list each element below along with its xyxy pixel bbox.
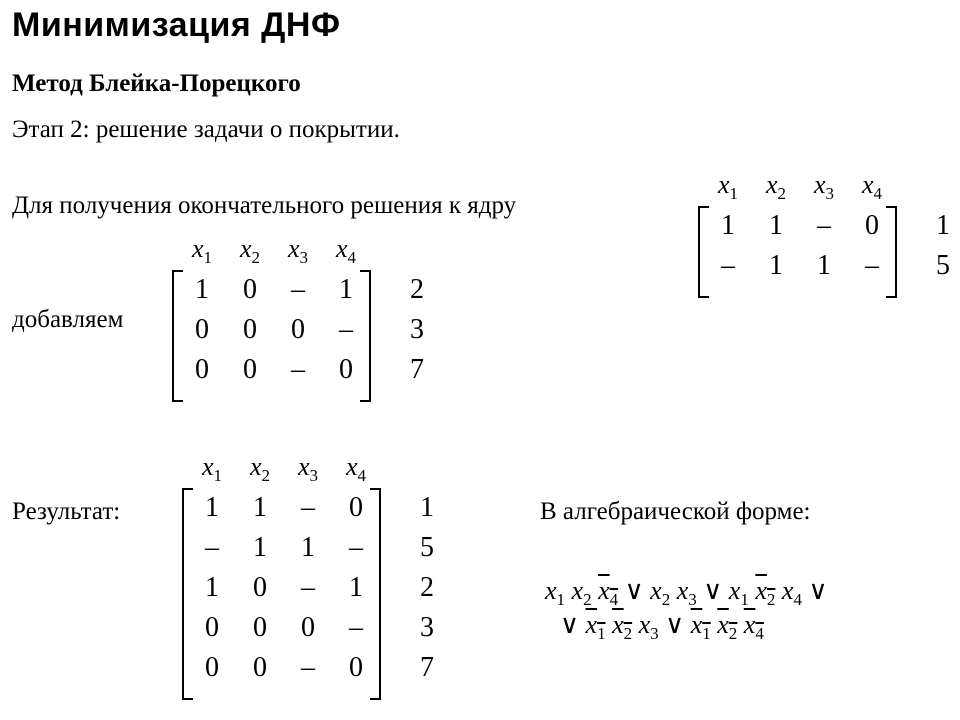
matrix-cell: 0 xyxy=(339,354,353,385)
row-weight: 7 xyxy=(420,652,434,683)
literal-x1: $x_1$ xyxy=(690,610,711,643)
literal-x2: $x_2$ xyxy=(612,610,633,643)
conjunction-term xyxy=(690,610,771,643)
matrix-cell: 1 xyxy=(205,572,219,603)
matrix-cell: 1 xyxy=(253,532,267,563)
or-symbol: ∨ xyxy=(808,576,834,605)
literal-x4: $x_4$ xyxy=(781,576,802,609)
stage-text: Этап 2: решение задачи о покрытии. xyxy=(12,116,400,143)
matrix-row xyxy=(188,532,434,564)
matrix-cell: 1 xyxy=(205,492,219,523)
or-symbol: ∨ xyxy=(665,610,691,639)
matrix-row xyxy=(704,250,950,282)
row-weight: 2 xyxy=(410,274,424,305)
matrix-cell: 0 xyxy=(291,314,305,345)
matrix-cell: 0 xyxy=(253,612,267,643)
var-header-x2: $x_2$ xyxy=(249,452,271,485)
matrix-header xyxy=(178,234,370,268)
literal-x2: $x_2$ xyxy=(650,576,671,609)
matrix-header xyxy=(704,170,896,204)
literal-x1: $x_1$ xyxy=(585,610,606,643)
matrix-row xyxy=(188,652,434,684)
matrix-cell: 0 xyxy=(243,314,257,345)
conjunction-term xyxy=(650,576,703,609)
var-header-x4: $x_4$ xyxy=(345,452,367,485)
matrix-cell: 0 xyxy=(349,492,363,523)
var-header-x2: $x_2$ xyxy=(765,170,787,203)
matrix-cell: – xyxy=(301,652,315,683)
matrix-cell: 0 xyxy=(195,354,209,385)
page-title: Минимизация ДНФ xyxy=(12,6,341,44)
row-weight: 7 xyxy=(410,354,424,385)
var-header-x4: $x_4$ xyxy=(861,170,883,203)
row-weight: 5 xyxy=(936,250,950,281)
algebraic-line-2 xyxy=(560,610,770,644)
matrix-cell: 0 xyxy=(205,652,219,683)
row-weight: 1 xyxy=(420,492,434,523)
matrix-cell: 1 xyxy=(721,210,735,241)
result-label: Результат: xyxy=(12,498,121,525)
matrix-cell: – xyxy=(349,532,363,563)
matrix-cell: 1 xyxy=(339,274,353,305)
conjunction-term xyxy=(545,576,625,609)
or-symbol: ∨ xyxy=(560,610,586,639)
algebraic-line-1 xyxy=(545,576,834,610)
matrix-cell: – xyxy=(339,314,353,345)
literal-x2: $x_2$ xyxy=(717,610,738,643)
matrix-cell: 0 xyxy=(301,612,315,643)
matrix-row xyxy=(178,314,424,346)
conjunction-term xyxy=(585,610,666,643)
literal-x1: $x_1$ xyxy=(728,576,749,609)
matrix-cell: 0 xyxy=(253,572,267,603)
matrix-cell: 1 xyxy=(349,572,363,603)
matrix-cell: 1 xyxy=(769,210,783,241)
row-weight: 1 xyxy=(936,210,950,241)
literal-x2: $x_2$ xyxy=(755,576,776,609)
row-weight: 3 xyxy=(420,612,434,643)
matrix-cell: 0 xyxy=(243,354,257,385)
var-header-x1: $x_1$ xyxy=(717,170,739,203)
matrix-cell: – xyxy=(349,612,363,643)
row-weight: 5 xyxy=(420,532,434,563)
matrix-cell: – xyxy=(301,492,315,523)
method-subtitle: Метод Блейка-Порецкого xyxy=(12,70,301,97)
literal-x2: $x_2$ xyxy=(571,576,592,609)
matrix-cell: – xyxy=(865,250,879,281)
literal-x4: $x_4$ xyxy=(598,576,619,609)
matrix-cell: 0 xyxy=(195,314,209,345)
matrix-cell: 0 xyxy=(865,210,879,241)
matrix-cell: 1 xyxy=(301,532,315,563)
matrix-row xyxy=(188,612,434,644)
sentence-part1: Для получения окончательного решения к ядру xyxy=(12,192,517,219)
matrix-header xyxy=(188,452,380,486)
literal-x3: $x_3$ xyxy=(676,576,697,609)
or-symbol: ∨ xyxy=(624,576,651,605)
matrix-cell: – xyxy=(291,274,305,305)
row-weight: 2 xyxy=(420,572,434,603)
matrix-cell: – xyxy=(205,532,219,563)
matrix-row xyxy=(188,572,434,604)
var-header-x1: $x_1$ xyxy=(201,452,223,485)
literal-x4: $x_4$ xyxy=(743,610,764,643)
conjunction-term xyxy=(728,576,809,609)
or-symbol: ∨ xyxy=(703,576,729,605)
matrix-cell: 1 xyxy=(769,250,783,281)
matrix-cell: 1 xyxy=(817,250,831,281)
row-weight: 3 xyxy=(410,314,424,345)
matrix-cell: – xyxy=(721,250,735,281)
matrix-cell: – xyxy=(291,354,305,385)
matrix-cell: 0 xyxy=(205,612,219,643)
var-header-x2: $x_2$ xyxy=(239,234,261,267)
var-header-x3: $x_3$ xyxy=(287,234,309,267)
matrix-row xyxy=(178,354,424,386)
var-header-x4: $x_4$ xyxy=(335,234,357,267)
sentence-part2: добавляем xyxy=(12,306,124,333)
matrix-cell: – xyxy=(817,210,831,241)
matrix-cell: 0 xyxy=(243,274,257,305)
matrix-cell: – xyxy=(301,572,315,603)
matrix-cell: 0 xyxy=(253,652,267,683)
literal-x3: $x_3$ xyxy=(638,610,659,643)
matrix-cell: 0 xyxy=(349,652,363,683)
var-header-x3: $x_3$ xyxy=(813,170,835,203)
matrix-cell: 1 xyxy=(195,274,209,305)
matrix-row xyxy=(178,274,424,306)
matrix-cell: 1 xyxy=(253,492,267,523)
matrix-row xyxy=(188,492,434,524)
literal-x1: $x_1$ xyxy=(545,576,566,609)
var-header-x1: $x_1$ xyxy=(191,234,213,267)
matrix-row xyxy=(704,210,950,242)
var-header-x3: $x_3$ xyxy=(297,452,319,485)
algebraic-label: В алгебраической форме: xyxy=(540,498,811,525)
